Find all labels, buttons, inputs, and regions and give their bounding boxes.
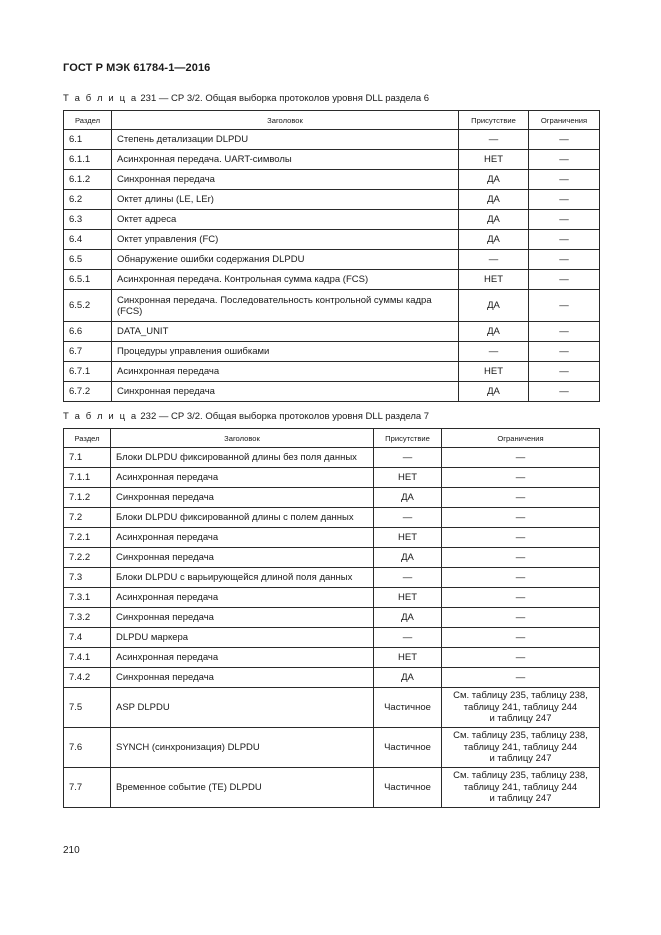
limits-line: таблицу 241, таблицу 244	[463, 741, 578, 753]
table-row	[64, 270, 600, 290]
table-row	[64, 322, 600, 342]
table-row	[64, 488, 600, 508]
section-number: 6.5.1	[64, 270, 112, 290]
column-header-title: Заголовок	[112, 111, 459, 130]
limits-value: —	[529, 190, 600, 210]
column-header-presence: Присутствие	[374, 429, 442, 448]
table-231	[63, 110, 600, 402]
limits-value: —	[529, 210, 600, 230]
row-title: Асинхронная передача. UART-символы	[112, 150, 459, 170]
column-header-title: Заголовок	[111, 429, 374, 448]
table-232-body	[64, 448, 600, 808]
row-title: Асинхронная передача	[111, 468, 374, 488]
table-row	[64, 382, 600, 402]
section-number: 7.1.2	[64, 488, 111, 508]
limits-value: —	[442, 508, 600, 528]
section-number: 7.4	[64, 628, 111, 648]
table-231-body	[64, 130, 600, 402]
limits-value: —	[442, 448, 600, 468]
limits-value: —	[529, 342, 600, 362]
limits-line: См. таблицу 235, таблицу 238,	[453, 770, 588, 782]
row-title: Синхронная передача	[111, 608, 374, 628]
table-row	[64, 170, 600, 190]
row-title: Октет управления (FC)	[112, 230, 459, 250]
table-header-row	[64, 111, 600, 130]
column-header-presence: Присутствие	[459, 111, 529, 130]
presence-value: ДА	[374, 488, 442, 508]
presence-value: ДА	[459, 322, 529, 342]
presence-value: ДА	[374, 668, 442, 688]
table-232-caption	[63, 411, 429, 422]
table-row	[64, 150, 600, 170]
section-number: 7.3	[64, 568, 111, 588]
section-number: 6.5.2	[64, 290, 112, 322]
presence-value: НЕТ	[374, 468, 442, 488]
table-row	[64, 528, 600, 548]
limits-value: —	[529, 170, 600, 190]
limits-value: —	[442, 568, 600, 588]
column-header-section: Раздел	[64, 429, 111, 448]
row-title: ASP DLPDU	[111, 688, 374, 728]
limits-value: —	[442, 668, 600, 688]
presence-value: НЕТ	[374, 528, 442, 548]
section-number: 7.2.1	[64, 528, 111, 548]
table-row	[64, 362, 600, 382]
row-title: Обнаружение ошибки содержания DLPDU	[112, 250, 459, 270]
column-header-limits: Ограничения	[529, 111, 600, 130]
section-number: 7.2.2	[64, 548, 111, 568]
row-title: Октет длины (LE, LEr)	[112, 190, 459, 210]
row-title: Асинхронная передача	[111, 648, 374, 668]
presence-value: ДА	[459, 210, 529, 230]
row-title: Асинхронная передача	[111, 588, 374, 608]
section-number: 7.4.2	[64, 668, 111, 688]
section-number: 7.3.1	[64, 588, 111, 608]
section-number: 6.7.2	[64, 382, 112, 402]
table-row	[64, 468, 600, 488]
limits-value: —	[442, 468, 600, 488]
row-title: Блоки DLPDU фиксированной длины без поля данных	[111, 448, 374, 468]
presence-value: ДА	[459, 382, 529, 402]
presence-value: —	[459, 342, 529, 362]
section-number: 6.1	[64, 130, 112, 150]
row-title: DLPDU маркера	[111, 628, 374, 648]
limits-line: См. таблицу 235, таблицу 238,	[453, 730, 588, 742]
section-number: 7.1	[64, 448, 111, 468]
presence-value: НЕТ	[374, 648, 442, 668]
limits-line: таблицу 241, таблицу 244	[463, 781, 578, 793]
section-number: 6.1.1	[64, 150, 112, 170]
limits-value: —	[529, 382, 600, 402]
limits-line: и таблицу 247	[489, 793, 552, 805]
table-row	[64, 548, 600, 568]
row-title: Синхронная передача	[111, 488, 374, 508]
table-row	[64, 290, 600, 322]
row-title: SYNCH (синхронизация) DLPDU	[111, 728, 374, 768]
limits-line: таблицу 241, таблицу 244	[463, 701, 578, 713]
section-number: 7.1.1	[64, 468, 111, 488]
limits-line: и таблицу 247	[489, 753, 552, 765]
limits-value: —	[529, 150, 600, 170]
limits-line: и таблицу 247	[489, 713, 552, 725]
presence-value: —	[374, 568, 442, 588]
limits-value: —	[529, 322, 600, 342]
limits-value	[442, 688, 600, 728]
section-number: 7.6	[64, 728, 111, 768]
table-232-caption-text: 232 — СР 3/2. Общая выборка протоколов уровня DLL раздела 7	[137, 411, 430, 422]
limits-value: —	[529, 362, 600, 382]
presence-value: НЕТ	[459, 150, 529, 170]
presence-value: —	[374, 448, 442, 468]
section-number: 6.5	[64, 250, 112, 270]
column-header-section: Раздел	[64, 111, 112, 130]
limits-value: —	[529, 290, 600, 322]
table-row	[64, 190, 600, 210]
row-title: Блоки DLPDU фиксированной длины с полем данных	[111, 508, 374, 528]
column-header-limits: Ограничения	[442, 429, 600, 448]
table-row	[64, 608, 600, 628]
presence-value: ДА	[459, 170, 529, 190]
section-number: 6.7	[64, 342, 112, 362]
row-title: Процедуры управления ошибками	[112, 342, 459, 362]
presence-value: НЕТ	[459, 270, 529, 290]
limits-value: —	[529, 130, 600, 150]
presence-value: —	[459, 130, 529, 150]
row-title: Октет адреса	[112, 210, 459, 230]
section-number: 7.7	[64, 768, 111, 808]
table-232-caption-label: Т а б л и ц а	[63, 411, 138, 422]
limits-line: См. таблицу 235, таблицу 238,	[453, 690, 588, 702]
section-number: 6.1.2	[64, 170, 112, 190]
presence-value: Частичное	[374, 728, 442, 768]
table-row	[64, 688, 600, 728]
table-header-row	[64, 429, 600, 448]
limits-value	[442, 728, 600, 768]
table-row	[64, 250, 600, 270]
limits-value: —	[442, 588, 600, 608]
presence-value: ДА	[459, 290, 529, 322]
table-row	[64, 508, 600, 528]
table-row	[64, 728, 600, 768]
section-number: 6.7.1	[64, 362, 112, 382]
table-row	[64, 628, 600, 648]
row-title: Асинхронная передача. Контрольная сумма кадра (FCS)	[112, 270, 459, 290]
table-231-caption-label: Т а б л и ц а	[63, 93, 138, 104]
row-title: Временное событие (TE) DLPDU	[111, 768, 374, 808]
row-title: DATA_UNIT	[112, 322, 459, 342]
limits-value: —	[529, 230, 600, 250]
table-row	[64, 768, 600, 808]
table-row	[64, 568, 600, 588]
limits-value: —	[529, 270, 600, 290]
presence-value: Частичное	[374, 688, 442, 728]
row-title: Блоки DLPDU с варьирующейся длиной поля данных	[111, 568, 374, 588]
presence-value: ДА	[374, 608, 442, 628]
presence-value: —	[374, 628, 442, 648]
table-row	[64, 668, 600, 688]
table-row	[64, 588, 600, 608]
table-row	[64, 210, 600, 230]
section-number: 6.6	[64, 322, 112, 342]
standard-header: ГОСТ Р МЭК 61784-1—2016	[63, 62, 211, 74]
presence-value: Частичное	[374, 768, 442, 808]
section-number: 6.2	[64, 190, 112, 210]
limits-value: —	[442, 488, 600, 508]
table-row	[64, 130, 600, 150]
page-number: 210	[63, 845, 80, 856]
limits-value: —	[529, 250, 600, 270]
presence-value: ДА	[374, 548, 442, 568]
section-number: 7.4.1	[64, 648, 111, 668]
presence-value: НЕТ	[374, 588, 442, 608]
table-row	[64, 342, 600, 362]
section-number: 7.2	[64, 508, 111, 528]
limits-value	[442, 768, 600, 808]
limits-value: —	[442, 648, 600, 668]
section-number: 7.3.2	[64, 608, 111, 628]
presence-value: ДА	[459, 190, 529, 210]
row-title: Асинхронная передача	[111, 528, 374, 548]
row-title: Степень детализации DLPDU	[112, 130, 459, 150]
row-title: Синхронная передача	[111, 548, 374, 568]
section-number: 7.5	[64, 688, 111, 728]
section-number: 6.3	[64, 210, 112, 230]
table-232	[63, 428, 600, 808]
section-number: 6.4	[64, 230, 112, 250]
limits-value: —	[442, 528, 600, 548]
row-title: Синхронная передача	[111, 668, 374, 688]
table-row	[64, 648, 600, 668]
presence-value: —	[459, 250, 529, 270]
presence-value: НЕТ	[459, 362, 529, 382]
presence-value: ДА	[459, 230, 529, 250]
presence-value: —	[374, 508, 442, 528]
row-title: Синхронная передача. Последовательность контрольной суммы кадра (FCS)	[112, 290, 459, 322]
limits-value: —	[442, 608, 600, 628]
row-title: Синхронная передача	[112, 382, 459, 402]
table-row	[64, 230, 600, 250]
limits-value: —	[442, 628, 600, 648]
limits-value: —	[442, 548, 600, 568]
row-title: Синхронная передача	[112, 170, 459, 190]
table-231-caption-text: 231 — СР 3/2. Общая выборка протоколов уровня DLL раздела 6	[137, 93, 430, 104]
table-row	[64, 448, 600, 468]
row-title: Асинхронная передача	[112, 362, 459, 382]
table-231-caption	[63, 93, 429, 104]
